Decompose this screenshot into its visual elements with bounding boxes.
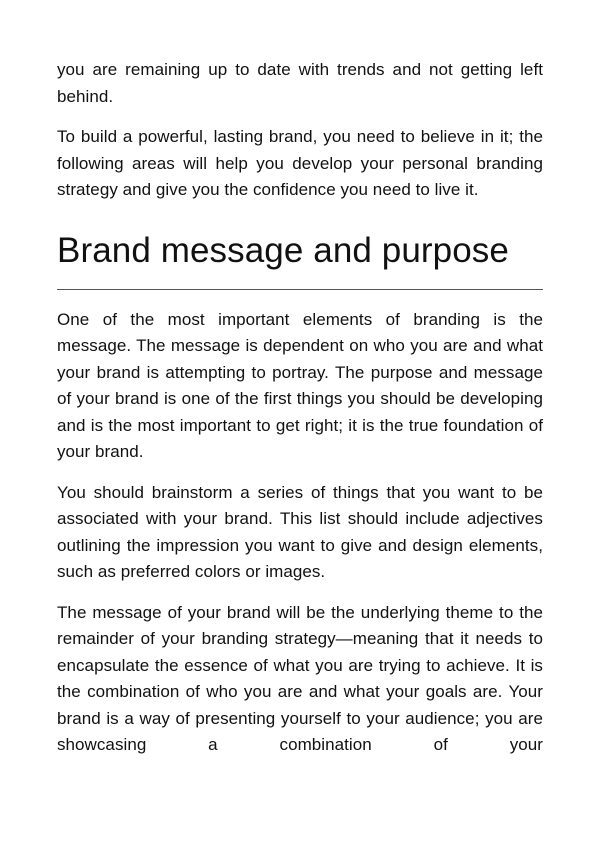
section-heading: Brand message and purpose (57, 230, 509, 270)
document-page (57, 57, 543, 773)
intro-paragraph-2: To build a powerful, lasting brand, you need to believe in it; the following areas will help you develop your personal branding strategy and give you the confidence you need to live it. (57, 127, 543, 199)
body-paragraph-1: One of the most important elements of branding is the message. The message is dependent on who you are and what your brand is attempting to portray. The purpose and message of your brand is one of the first things you should be developing and is the most important to get right; it is the true foundation of your brand. (57, 309, 543, 461)
body-paragraph-3: The message of your brand will be the underlying theme to the remainder of your branding strategy—meaning that it needs to encapsulate the essence of what you are trying to achieve. It is the combination of who you are and what your goals are. Your brand is a way of presenting yourself to your audience; you are showcasing a combination of your (57, 602, 543, 754)
intro-paragraph-1: you are remaining up to date with trends and not getting left behind. (57, 60, 543, 106)
heading-divider (57, 289, 543, 290)
body-paragraph-2: You should brainstorm a series of things that you want to be associated with your brand. This list should include adjectives outlining the impression you want to give and design elements, such as preferred colors or images. (57, 482, 543, 581)
